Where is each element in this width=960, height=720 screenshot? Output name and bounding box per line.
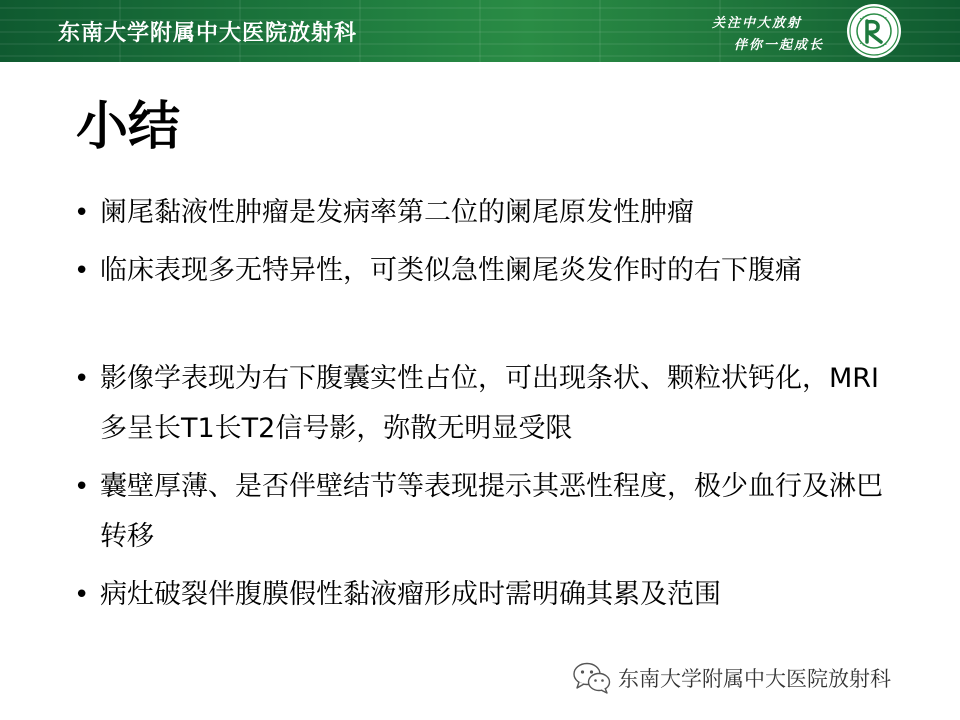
list-item [72,354,902,454]
bullet-text: 囊壁厚薄、是否伴壁结节等表现提示其恶性程度，极少血行及淋巴转移 [100,471,883,552]
bullet-dot-icon: • [74,256,90,286]
wechat-watermark [572,660,891,696]
bullet-text: 阑尾黏液性肿瘤是发病率第二位的阑尾原发性肿瘤 [100,197,694,228]
slogan-line-2: 伴你一起成长 [734,38,825,53]
list-item [72,188,902,238]
bullet-text: 临床表现多无特异性，可类似急性阑尾炎发作时的右下腹痛 [100,255,802,286]
list-item [72,246,902,296]
watermark-text: 东南大学附属中大医院放射科 [618,667,891,691]
hospital-radiology-seal-icon [846,3,902,59]
bullet-dot-icon: • [74,472,90,502]
bullet-text: 病灶破裂伴腹膜假性黏液瘤形成时需明确其累及范围 [100,579,721,610]
slogan-line-1: 关注中大放射 [712,16,803,31]
wechat-icon [572,660,612,696]
list-item [72,462,902,562]
list-item [72,570,902,620]
bullet-text: 影像学表现为右下腹囊实性占位，可出现条状、颗粒状钙化，MRI多呈长T1长T2信号影，弥散无明显受限 [100,363,880,444]
bullet-dot-icon: • [74,198,90,228]
header-title: 东南大学附属中大医院放射科 [58,20,358,46]
header-banner [0,0,960,62]
bullet-dot-icon: • [74,364,90,394]
slide-title: 小结 [76,97,181,157]
bullet-dot-icon: • [74,580,90,610]
